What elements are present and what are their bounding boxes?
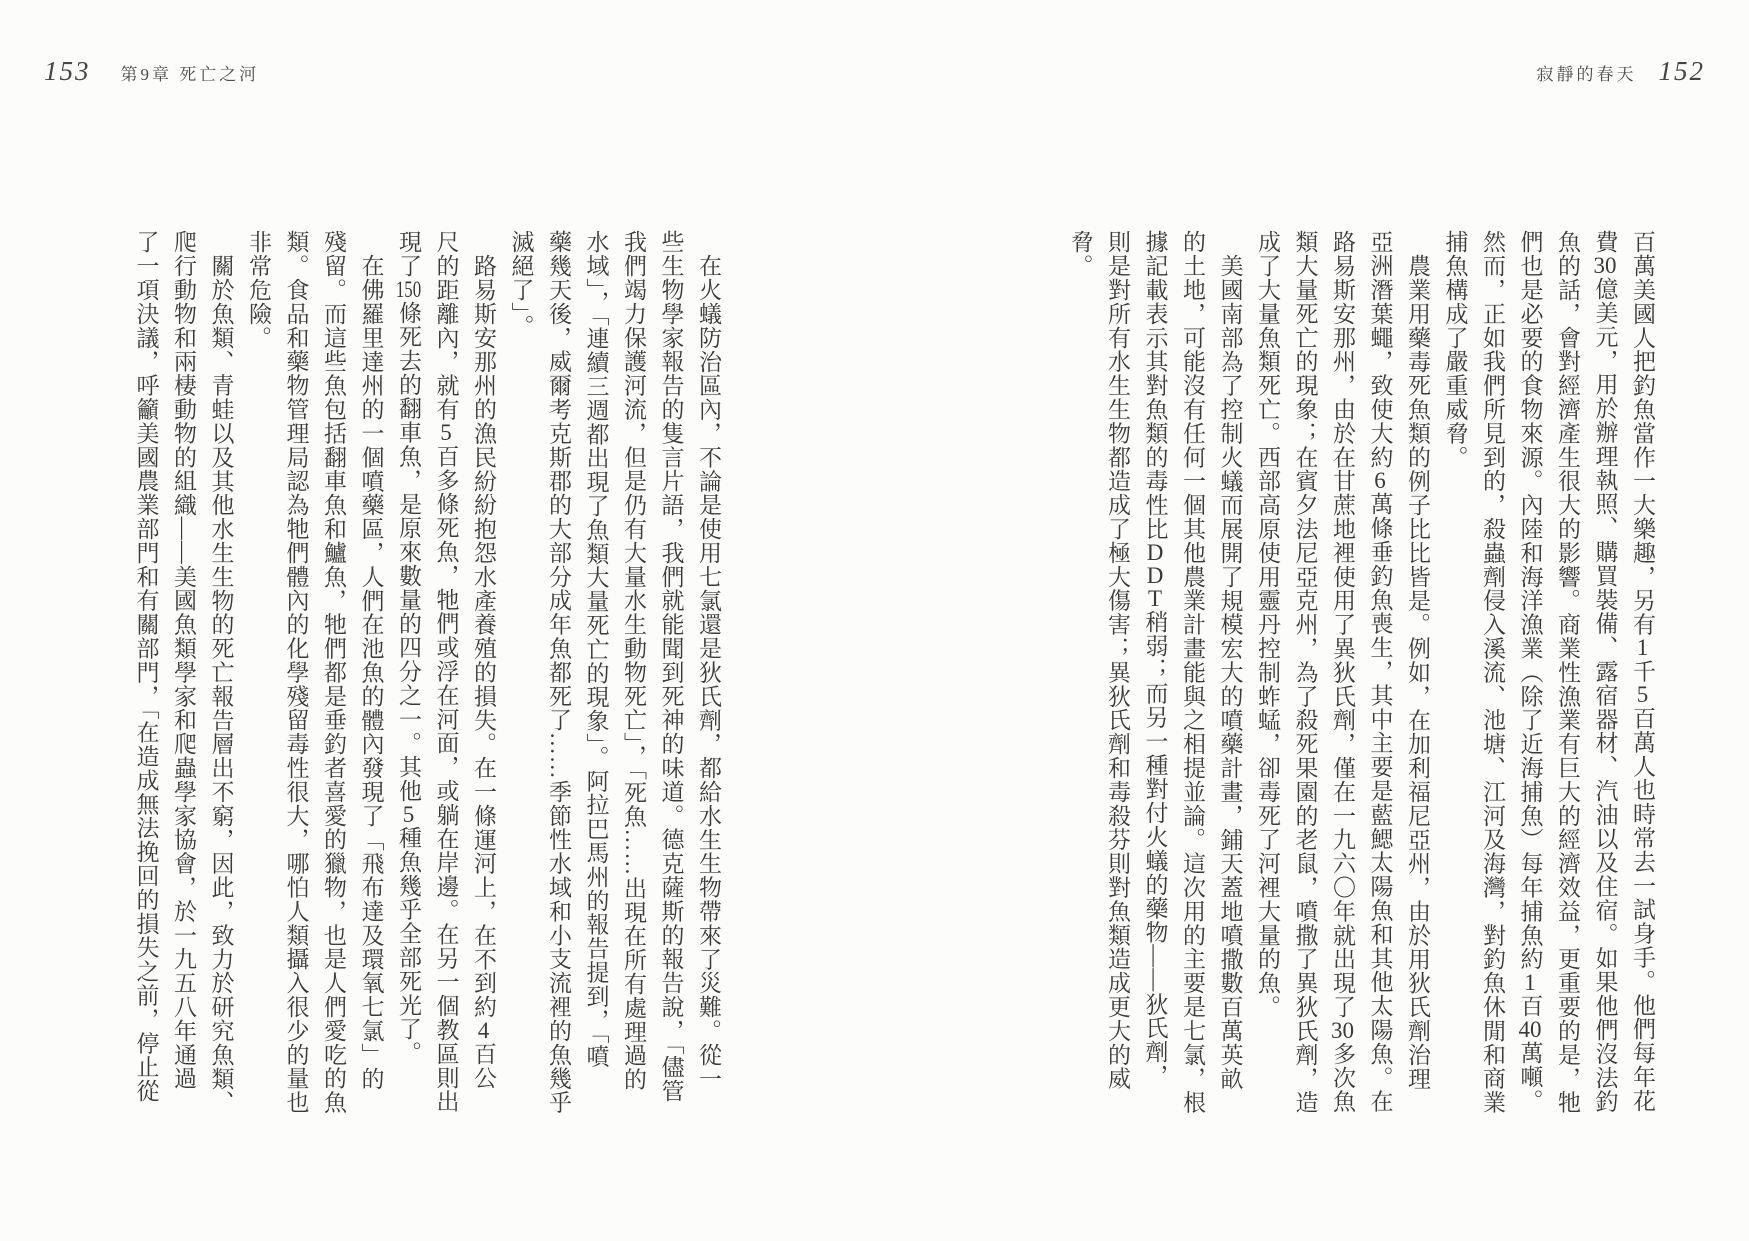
text-column: 亞洲潛葉蠅，致使大約6萬條垂釣魚喪生，其中主要是藍鰓太陽魚和其他太陽魚。在 <box>1367 230 1393 1114</box>
text-column: 成了大量魚類死亡。西部高原使用靈丹控制蚱蜢，卻毒死了河裡大量的魚。 <box>1255 230 1280 1019</box>
text-column: 百萬美國人把釣魚當作一大樂趣，另有1千5百萬人也時常去一試身手。他們每年花 <box>1630 230 1655 1113</box>
text-column: 據記載表示其對魚類的毒性比DDT稍弱；而另一種對付火蟻的藥物——狄氏劑， <box>1142 230 1168 1088</box>
text-column: 藥幾天後，威爾考克斯郡的大部分成年魚都死了……季節性水域和小支流裡的魚幾乎 <box>546 230 571 1115</box>
text-column: 我們竭力保護河流，但是仍有大量水生動物死亡」，「死魚……出現在所有處理過的 <box>621 230 646 1092</box>
page-header-right <box>1537 56 1706 87</box>
page-header-left <box>44 56 259 87</box>
text-column: 的土地，可能沒有任何一個其他農業計畫能與之相提並論。這次用的主要是七氯，根 <box>1180 230 1205 1115</box>
running-book-title: 寂靜的春天 <box>1536 65 1637 84</box>
text-column: 農業用藥毒死魚類的例子比比皆是。例如，在加利福尼亞州，由於用狄氏劑治理 <box>1405 254 1430 1091</box>
text-column: 類大量死亡的現象；在賓夕法尼亞克州，為了殺死果園的老鼠，噴撒了異狄氏劑，造 <box>1292 230 1318 1115</box>
text-column: 水域」，「連續三週都出現了魚類大量死亡的現象」。阿拉巴馬州的報告提到，「噴 <box>583 230 609 1069</box>
text-column: 脅。 <box>1067 230 1093 278</box>
text-column: 類。食品和藥物管理局認為牠們體內的化學殘留毒性很大，哪怕人類攝入很少的量也 <box>283 230 309 1115</box>
text-column: 魚的話，會對經濟產生很大的影響。商業性漁業有巨大的經濟效益，更重要的是，牠 <box>1555 230 1580 1115</box>
page-number-left: 153 <box>44 56 91 86</box>
chapter-title: 第9章 死亡之河 <box>120 65 260 84</box>
text-column: 美國南部為了控制火蟻而展開了規模宏大的噴藥計畫，鋪天蓋地噴撒數百萬英畝 <box>1217 254 1243 1091</box>
text-column: 爬行動物和兩棲動物的組織——美國魚類學家和爬蟲學家協會，於一九五八年通過 <box>171 230 196 1091</box>
text-column: 現了150條死去的翻車魚，是原來數量的四分之一。其他5種魚幾乎全部死光了。 <box>395 230 422 1065</box>
text-column: 尺的距離內，就有5百多條死魚，牠們或浮在河面，或躺在岸邊。在另一個教區則出 <box>433 230 459 1114</box>
text-column: 了一項決議，呼籲美國農業部門和有關部門，「在造成無法挽回的損失之前，停止從 <box>133 230 159 1103</box>
text-column: 關於魚類、青蛙以及其他水生生物的死亡報告層出不窮，因此，致力於研究魚類、 <box>208 254 234 1115</box>
text-column: 些生物學家報告的隻言片語，我們就能聞到死神的味道。德克薩斯的報告說，「儘管 <box>658 230 684 1103</box>
text-column: 然而，正如我們所見到的，殺蟲劑侵入溪流、池塘、江河及海灣，對釣魚休閒和商業 <box>1480 230 1505 1115</box>
text-column: 路易斯安那州，由於在甘蔗地裡使用了異狄氏劑，僅在一九六〇年就出現了30多次魚 <box>1330 230 1355 1114</box>
page-number-right: 152 <box>1658 56 1705 86</box>
text-column: 在佛羅里達州的一個噴藥區，人們在池魚的體內發現了「飛布達及環氧七氯」的 <box>358 254 384 1091</box>
text-column: 費30億美元，用於辦理執照、購買裝備、露宿器材、汽油以及住宿。如果他們沒法釣 <box>1592 230 1618 1114</box>
text-column: 殘留。而這些魚包括翻車魚和鱸魚，牠們都是垂釣者喜愛的獵物，也是人們愛吃的魚 <box>321 230 346 1115</box>
text-column: 們也是必要的食物來源。內陸和海洋漁業（除了近海捕魚）每年捕魚約1百40萬噸。 <box>1517 230 1543 1113</box>
text-column: 在火蟻防治區內，不論是使用七氯還是狄氏劑，都給水生生物帶來了災難。從一 <box>696 254 721 1091</box>
text-column: 則是對所有水生生物都造成了極大傷害；異狄氏劑和毒殺芬則對魚類造成更大的威 <box>1105 230 1130 1091</box>
text-column: 捕魚構成了嚴重威脅。 <box>1442 230 1468 469</box>
text-column: 滅絕了」。 <box>508 230 534 338</box>
text-column: 非常危險。 <box>246 230 271 350</box>
page-body-152 <box>1061 230 1661 1114</box>
page-body-153 <box>127 230 727 1114</box>
text-column: 路易斯安那州的漁民紛紛抱怨水產養殖的損失。在一條運河上，在不到約4百公 <box>471 254 496 1090</box>
